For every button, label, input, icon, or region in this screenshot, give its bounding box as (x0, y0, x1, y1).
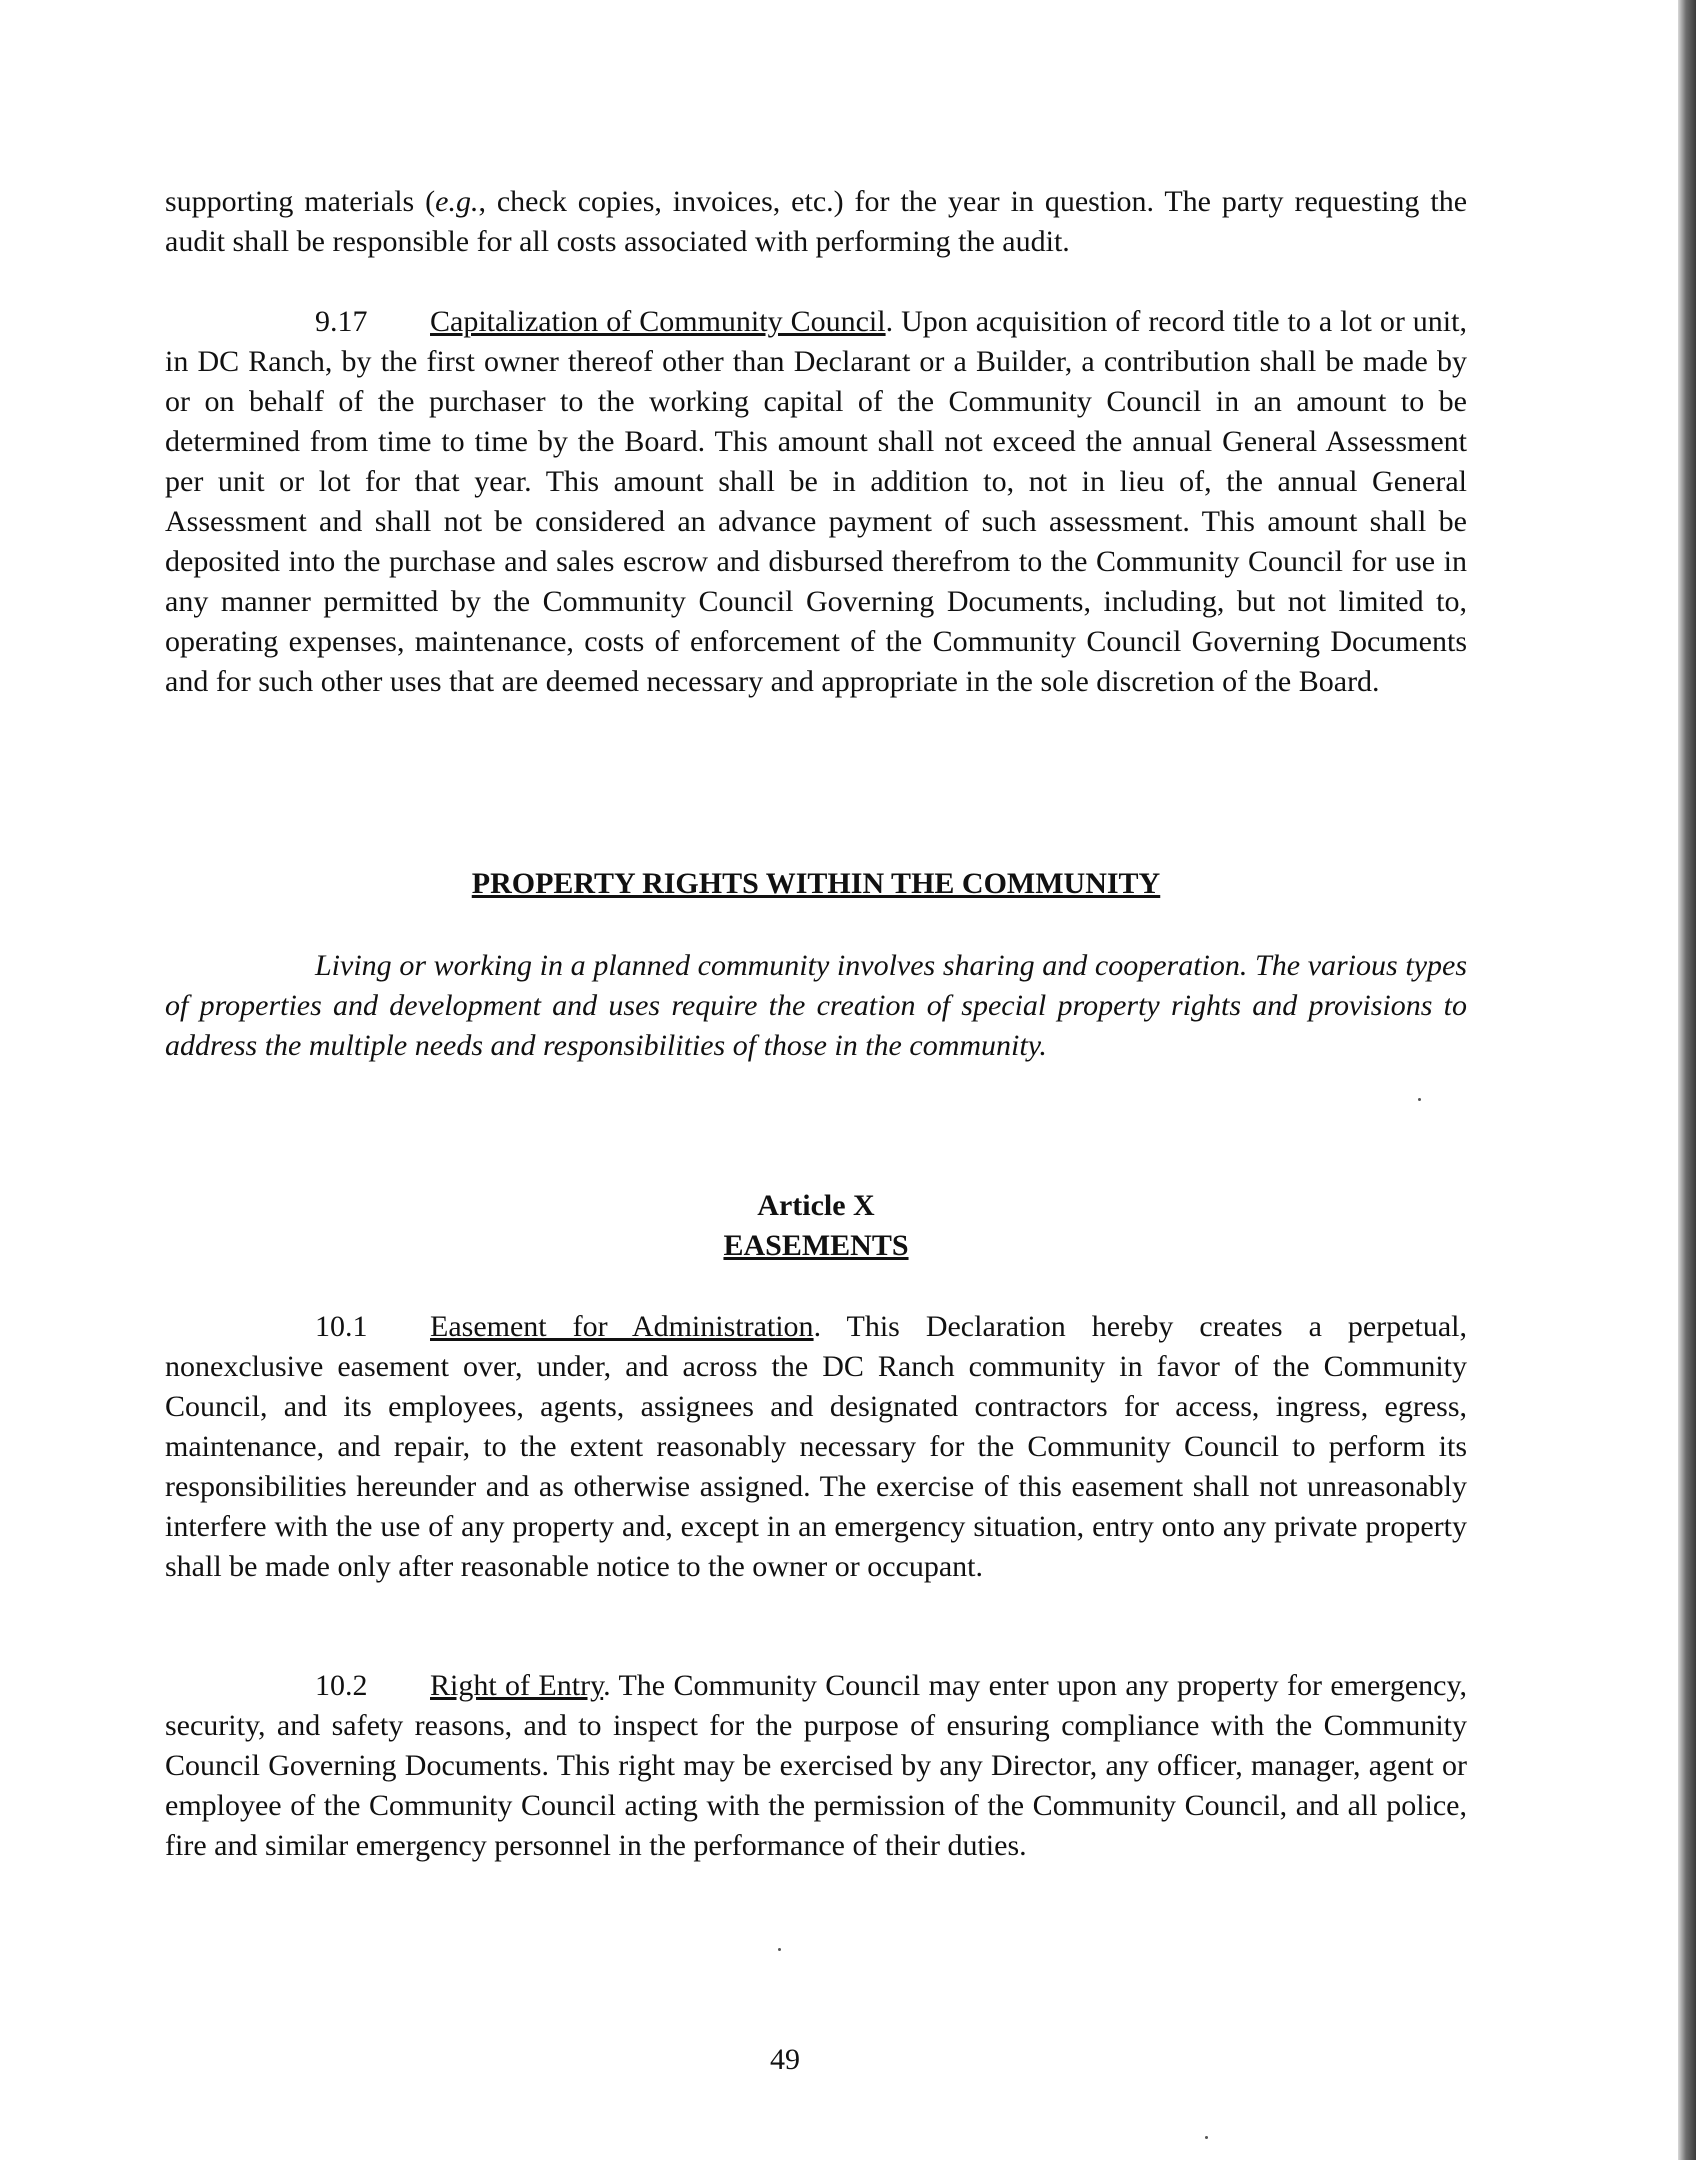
page-number: 49 (770, 2043, 800, 2076)
section-number: 10.1 (315, 1310, 368, 1343)
section-10-2-paragraph (165, 1666, 1467, 1866)
article-label-text: Article X (757, 1189, 875, 1222)
article-label (165, 1186, 1467, 1226)
part-heading (165, 864, 1467, 904)
scan-speck (1418, 1098, 1421, 1101)
section-10-1-paragraph (165, 1307, 1467, 1587)
section-body: . The Community Council may enter upon any property for emergency, security, and safety reasons, and to inspect for the purpose of ensuring compliance with the Community Council Governing Documents. This right may be exercised by any Director, any officer, manager, agent or employee of the Community Council acting with the permission of the Community Council, and all police, fire and similar emergency personnel in the performance of their duties. (165, 1669, 1468, 1862)
continuation-text-end: , check copies, invoices, etc.) for the year in question. The party requesting the audit shall be responsible for all costs associated with performing the audit. (165, 185, 1468, 258)
section-title: Right of Entry (430, 1669, 604, 1702)
scan-speck (778, 1948, 781, 1951)
scan-edge (1678, 0, 1696, 2160)
part-heading-text: PROPERTY RIGHTS WITHIN THE COMMUNITY (471, 867, 1161, 900)
section-body: . This Declaration hereby creates a perpetual, nonexclusive easement over, under, and across the DC Ranch community in favor of the Community Council, and its employees, agents, assignees and designated contractors for access, ingress, egress, maintenance, and repair, to the extent reasonably necessary for the Community Council to perform its responsibilities hereunder and as otherwise assigned. The exercise of this easement shall not unreasonably interfere with the use of any property and, except in an emergency situation, entry onto any private property shall be made only after reasonable notice to the owner or occupant. (165, 1310, 1467, 1583)
section-title: Capitalization of Community Council (430, 305, 886, 338)
section-number: 9.17 (315, 305, 368, 338)
article-title (165, 1226, 1467, 1266)
section-number: 10.2 (315, 1669, 368, 1702)
part-intro-text: Living or working in a planned community involves sharing and cooperation. The various types of properties and development and uses require the creation of special property rights and provisions to address the multiple needs and responsibilities of those in the community. (165, 949, 1467, 1062)
scan-speck (1205, 2136, 1208, 2139)
eg-abbreviation: e.g. (435, 185, 479, 218)
continuation-paragraph (165, 182, 1467, 262)
continuation-text-start: supporting materials ( (165, 185, 436, 218)
article-title-text: EASEMENTS (723, 1229, 909, 1262)
section-title: Easement for Administration (430, 1310, 814, 1343)
part-intro-paragraph (165, 946, 1467, 1066)
section-9-17-paragraph (165, 302, 1467, 702)
section-body: . Upon acquisition of record title to a lot or unit, in DC Ranch, by the first owner thereof other than Declarant or a Builder, a contribution shall be made by or on behalf of the purchaser to the working capital of the Community Council in an amount to be determined from time to time by the Board. This amount shall not exceed the annual General Assessment per unit or lot for that year. This amount shall be in addition to, not in lieu of, the annual General Assessment and shall not be considered an advance payment of such assessment. This amount shall be deposited into the purchase and sales escrow and disbursed therefrom to the Community Council for use in any manner permitted by the Community Council Governing Documents, including, but not limited to, operating expenses, maintenance, costs of enforcement of the Community Council Governing Documents and for such other uses that are deemed necessary and appropriate in the sole discretion of the Board. (165, 305, 1467, 698)
